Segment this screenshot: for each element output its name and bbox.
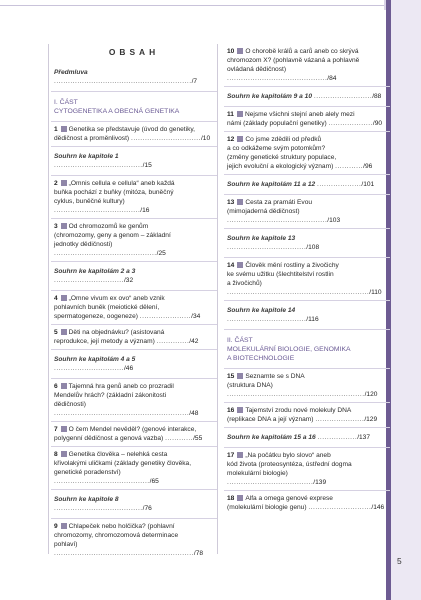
left-column-rule: [48, 44, 49, 554]
toc-entry-preface[interactable]: Předmluva .........................................................../7: [51, 63, 217, 92]
toc-summary-2-3[interactable]: Souhrn ke kapitolám 2 a 3 ............................../32: [51, 262, 217, 291]
toc-summary-8[interactable]: Souhrn ke kapitole 8 ....................................../76: [51, 490, 217, 519]
square-bullet-icon: [61, 523, 67, 529]
toc-entry-7[interactable]: 7 O čem Mendel nevěděl? (genové interakce, polygenní dědičnost a genová vazba) ............/55: [51, 422, 217, 447]
square-bullet-icon: [237, 407, 243, 413]
toc-summary-15-16[interactable]: Souhrn ke kapitolám 15 a 16 ................./137: [224, 428, 390, 448]
toc-entry-17[interactable]: 17 „Na počátku bylo slovo“ aneb kód života (proteosyntéza, ústřední dogma molekulární biologie) ...................................../139: [224, 448, 390, 491]
toc-entry-14[interactable]: 14 Člověk mění rostliny a živočichy ke svému užitku (šlechtitelství rostlin a živočichů) ............................................................./110: [224, 258, 390, 301]
top-rule: [0, 5, 421, 6]
toc-entry-2[interactable]: 2 „Omnis cellula e cellula“ aneb každá buňka pochází z buňky (mitóza, buněčný cyklus, buněčné kultury) ...................................../16: [51, 176, 217, 219]
square-bullet-icon: [61, 383, 67, 389]
toc-summary-11-12[interactable]: Souhrn ke kapitolám 11 a 12 .................../101: [224, 175, 390, 195]
toc-entry-6[interactable]: 6 Tajemná hra genů aneb co prozradil Mendelův hrách? (základní zákonitosti dědičnosti) ........................................................../48: [51, 379, 217, 422]
toc-entry-11[interactable]: 11 Nejsme všichni stejní aneb alely mezi námi (základy populační genetiky) .................../90: [224, 107, 390, 132]
part-heading-1: I. ČÁST CYTOGENETIKA A OBECNÁ GENETIKA: [51, 92, 217, 122]
toc-summary-4-5[interactable]: Souhrn ke kapitolám 4 a 5 ............................../46: [51, 350, 217, 379]
square-bullet-icon: [237, 495, 243, 501]
square-bullet-icon: [61, 329, 67, 335]
square-bullet-icon: [61, 180, 67, 186]
square-bullet-icon: [61, 426, 67, 432]
square-bullet-icon: [237, 48, 243, 54]
toc-entry-15[interactable]: 15 Seznamte se s DNA (struktura DNA) .........................................................../120: [224, 369, 390, 403]
square-bullet-icon: [237, 111, 243, 117]
square-bullet-icon: [61, 451, 67, 457]
toc-entry-1[interactable]: 1 Genetika se představuje (úvod do genetiky, dědičnost a proměnlivost) ............................../10: [51, 122, 217, 147]
toc-right-column: [224, 44, 390, 515]
toc-entry-5[interactable]: 5 Děti na objednávku? (asistovaná reprodukce, její metody a význam) ............../42: [51, 325, 217, 350]
toc-summary-14[interactable]: Souhrn ke kapitole 14 ................................../116: [224, 301, 390, 330]
square-bullet-icon: [237, 373, 243, 379]
toc-entry-4[interactable]: 4 „Omne vivum ex ovo“ aneb vznik pohlavních buněk (meiotické dělení, spermatogeneze, oogeneze) ....................../34: [51, 291, 217, 325]
square-bullet-icon: [237, 199, 243, 205]
toc-entry-3[interactable]: 3 Od chromozomů ke genům (chromozomy, geny a genom – základní jednotky dědičnosti) ............................................/25: [51, 219, 217, 262]
toc-summary-1[interactable]: Souhrn ke kapitole 1 ....................................../15: [51, 147, 217, 176]
toc-summary-9-10[interactable]: Souhrn ke kapitolám 9 a 10 ........................./88: [224, 87, 390, 107]
square-bullet-icon: [237, 262, 243, 268]
square-bullet-icon: [237, 136, 243, 142]
part-heading-2: II. ČÁST MOLEKULÁRNÍ BIOLOGIE, GENOMIKA A BIOTECHNOLOGIE: [224, 330, 390, 369]
toc-entry-12[interactable]: 12 Co jsme zdědili od předků a co odkážeme svým potomkům? (změny genetické struktury populace, jejich evoluční a ekologický význam) ............/96: [224, 132, 390, 175]
page-margin-band: [390, 0, 421, 600]
square-bullet-icon: [61, 223, 67, 229]
toc-entry-8[interactable]: 8 Genetika člověka – nelehká cesta křivolakými uličkami (základy genetiky člověka, genetické poradenství) ........................................./65: [51, 447, 217, 490]
square-bullet-icon: [61, 126, 67, 132]
toc-summary-13[interactable]: Souhrn ke kapitole 13 ................................../108: [224, 229, 390, 258]
toc-entry-16[interactable]: 16 Tajemství zrodu nové molekuly DNA (replikace DNA a její význam) ...................../129: [224, 403, 390, 428]
toc-entry-10[interactable]: 10 O chorobě králů a carů aneb co skrývá chromozom X? (pohlavně vázaná a pohlavně ovládaná dědičnost) .........................................../84: [224, 44, 390, 87]
toc-entry-13[interactable]: 13 Cesta za pramáti Evou (mimojaderná dědičnost) .........................................../103: [224, 195, 390, 229]
column-divider: [217, 44, 218, 554]
square-bullet-icon: [61, 295, 67, 301]
toc-entry-9[interactable]: 9 Chlapeček nebo holčička? (pohlavní chromozomy, chromozomová determinace pohlaví) ............................................................/78: [54, 523, 204, 557]
square-bullet-icon: [237, 452, 243, 458]
toc-entry-18[interactable]: 18 Alfa a omega genové exprese (molekulární biologie genu) .........................../146: [227, 495, 385, 511]
toc-left-column: [51, 44, 217, 561]
toc-heading: OBSAH: [108, 47, 160, 57]
page-number: 5: [397, 556, 402, 566]
